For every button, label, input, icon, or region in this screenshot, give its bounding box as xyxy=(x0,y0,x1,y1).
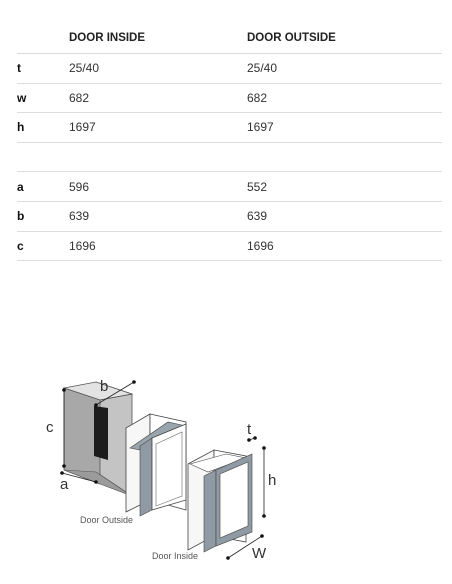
caption-door-inside: Door Inside xyxy=(152,551,199,561)
value-outside: 1696 xyxy=(247,231,442,261)
value-inside: 1697 xyxy=(69,113,247,143)
header-door-outside: DOOR OUTSIDE xyxy=(247,22,442,54)
value-outside: 639 xyxy=(247,201,442,231)
label-w: W xyxy=(252,545,267,562)
value-inside: 1696 xyxy=(69,231,247,261)
table-row xyxy=(17,83,442,113)
dimension-t-marker xyxy=(247,421,257,442)
label-t: t xyxy=(247,421,252,438)
table-row xyxy=(17,54,442,84)
table-header-row xyxy=(17,22,442,54)
caption-door-outside: Door Outside xyxy=(80,515,134,525)
value-outside: 1697 xyxy=(247,113,442,143)
label-h: h xyxy=(268,472,277,489)
value-outside: 552 xyxy=(247,172,442,202)
row-key: a xyxy=(17,172,69,202)
value-outside: 25/40 xyxy=(247,54,442,84)
dimension-diagram xyxy=(0,360,452,584)
dimension-c-marker xyxy=(46,388,66,468)
table-row xyxy=(17,231,442,261)
value-inside: 682 xyxy=(69,83,247,113)
table-row xyxy=(17,113,442,143)
value-outside: 682 xyxy=(247,83,442,113)
value-inside: 596 xyxy=(69,172,247,202)
table-spacer-row xyxy=(17,142,442,172)
row-key: w xyxy=(17,83,69,113)
dimensions-table xyxy=(17,22,442,261)
value-inside: 639 xyxy=(69,201,247,231)
label-a: a xyxy=(60,476,69,493)
dimension-h-marker xyxy=(262,446,276,518)
table-row xyxy=(17,201,442,231)
header-door-inside: DOOR INSIDE xyxy=(69,22,247,54)
label-c: c xyxy=(46,419,54,436)
header-key xyxy=(17,22,69,54)
row-key: t xyxy=(17,54,69,84)
row-key: b xyxy=(17,201,69,231)
table-row xyxy=(17,172,442,202)
row-key: c xyxy=(17,231,69,261)
label-b: b xyxy=(100,378,109,395)
row-key: h xyxy=(17,113,69,143)
cabinet-illustration xyxy=(64,382,132,496)
value-inside: 25/40 xyxy=(69,54,247,84)
